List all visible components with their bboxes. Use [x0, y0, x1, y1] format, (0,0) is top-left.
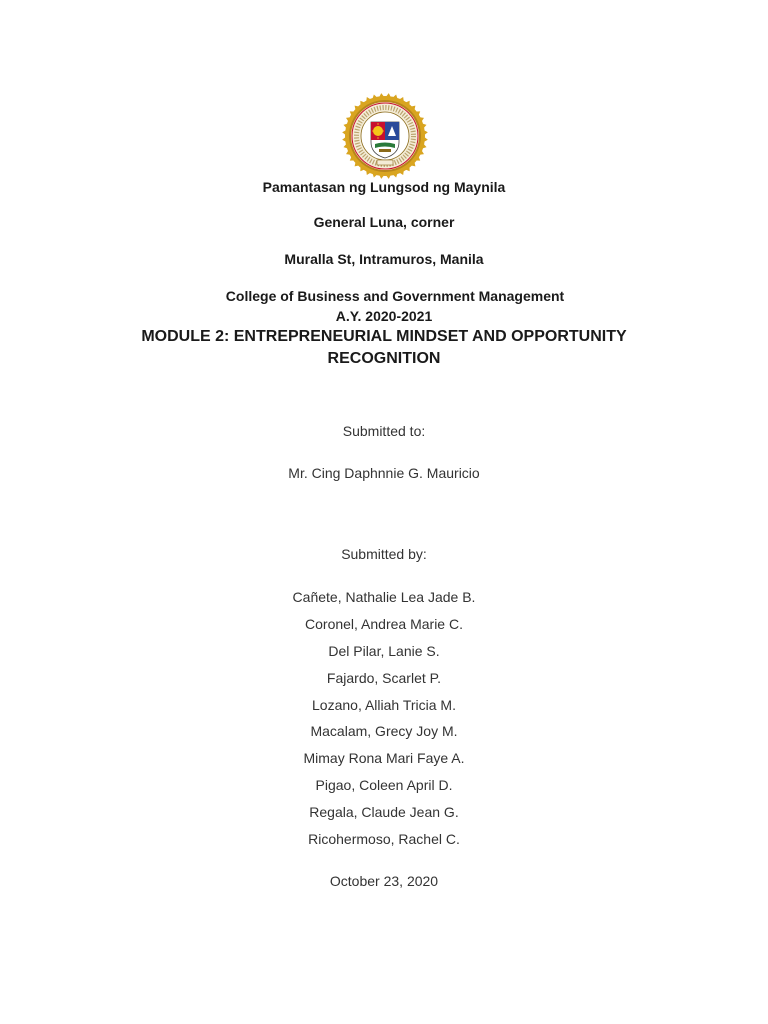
member-name: Pigao, Coleen April D. [315, 777, 453, 793]
member-name: Del Pilar, Lanie S. [328, 643, 440, 659]
university-name: Pamantasan ng Lungsod ng Maynila [262, 179, 506, 195]
university-seal-icon [341, 92, 429, 180]
member-name: Fajardo, Scarlet P. [326, 670, 442, 686]
member-name: Mimay Rona Mari Faye A. [303, 750, 465, 766]
address-line-1: General Luna, corner [313, 214, 455, 230]
member-name: Macalam, Grecy Joy M. [310, 723, 458, 739]
module-title-line-2: RECOGNITION [327, 350, 441, 367]
module-title-line-1: MODULE 2: ENTREPRENEURIAL MINDSET AND OPPORTUNITY [141, 328, 627, 345]
submitted-to-label: Submitted to: [342, 423, 426, 439]
member-name: Regala, Claude Jean G. [309, 804, 459, 820]
submission-date: October 23, 2020 [329, 873, 439, 889]
college-name: College of Business and Government Management [225, 288, 565, 304]
member-name: Ricohermoso, Rachel C. [308, 831, 460, 847]
member-name: Coronel, Andrea Marie C. [305, 616, 463, 632]
address-line-2: Muralla St, Intramuros, Manila [284, 251, 484, 267]
academic-year: A.Y. 2020-2021 [335, 308, 433, 324]
submitted-by-label: Submitted by: [341, 546, 427, 562]
member-name: Cañete, Nathalie Lea Jade B. [292, 589, 476, 605]
member-name: Lozano, Alliah Tricia M. [312, 697, 456, 713]
submitted-to-name: Mr. Cing Daphnnie G. Mauricio [288, 465, 480, 481]
